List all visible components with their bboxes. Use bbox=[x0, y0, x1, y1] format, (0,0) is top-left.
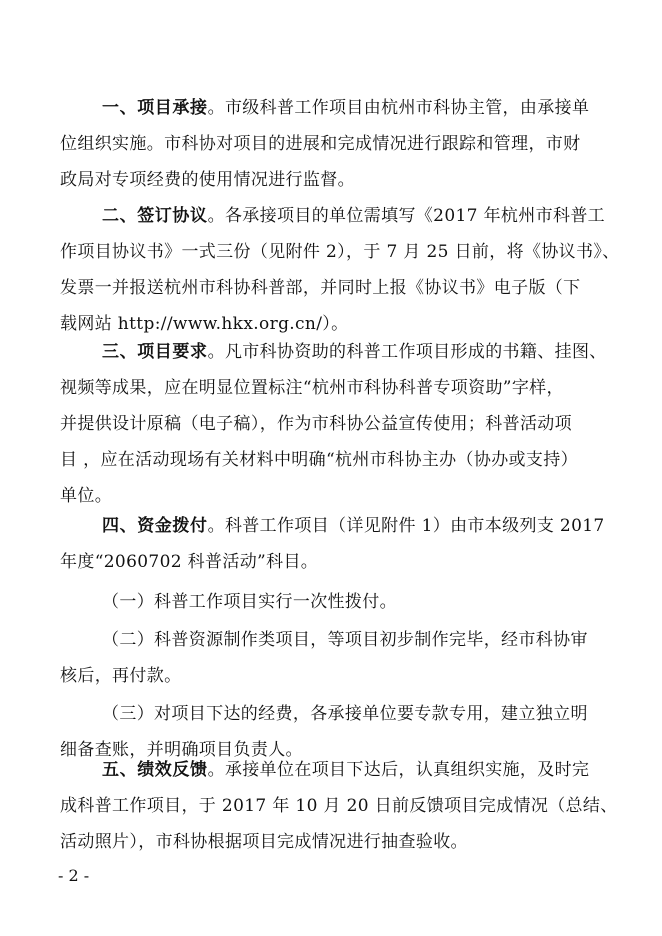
section-heading: 三、项目要求 bbox=[102, 342, 208, 362]
sub-item-line: 核后，再付款。 bbox=[60, 666, 182, 686]
paragraph-text: 。市级科普工作项目由杭州市科协主管，由承接单 bbox=[207, 98, 590, 118]
paragraph-line bbox=[60, 198, 620, 234]
sub-item-line: （一）科普工作项目实行一次性拨付。 bbox=[102, 592, 397, 612]
page-number: - 2 - bbox=[58, 866, 90, 885]
paragraph-line: 年度“2060702 科普活动”科目。 bbox=[60, 552, 319, 572]
paragraph-line: 载网站 http://www.hkx.org.cn/）。 bbox=[60, 314, 349, 334]
paragraph-text: 。科普工作项目（详见附件 1）由市本级列支 2017 bbox=[207, 516, 605, 536]
section-fund-allocation bbox=[60, 508, 620, 768]
paragraph-line: 位组织实施。市科协对项目的进展和完成情况进行跟踪和管理，市财 bbox=[60, 134, 581, 154]
paragraph-line: 政局对专项经费的使用情况进行监督。 bbox=[60, 170, 355, 190]
paragraph-line: 作项目协议书》一式三份（见附件 2），于 7 月 25 日前，将《协议书》、 bbox=[60, 242, 620, 262]
sub-item-line: （二）科普资源制作类项目，等项目初步制作完毕，经市科协审 bbox=[102, 630, 588, 650]
paragraph-line: 单位。 bbox=[60, 486, 113, 506]
paragraph-line: 成科普工作项目，于 2017 年 10 月 20 日前反馈项目完成情况（总结、 bbox=[60, 796, 618, 816]
section-heading: 五、绩效反馈 bbox=[102, 760, 208, 780]
paragraph-line: 活动照片），市科协根据项目完成情况进行抽查验收。 bbox=[60, 832, 468, 852]
section-project-undertaking bbox=[60, 90, 620, 198]
paragraph-line: 发票一并报送杭州市科协科普部，并同时上报《协议书》电子版（下 bbox=[60, 278, 581, 298]
paragraph-line bbox=[60, 334, 620, 370]
section-sign-agreement bbox=[60, 198, 620, 342]
sub-item-line: （三）对项目下达的经费，各承接单位要专款专用，建立独立明 bbox=[102, 704, 588, 724]
paragraph-line: 并提供设计原稿（电子稿），作为市科协公益宣传使用；科普活动项 bbox=[60, 414, 572, 434]
section-project-requirements bbox=[60, 334, 620, 514]
paragraph-line: 目 ，应在活动现场有关材料中明确“杭州市科协主办（协办或支持） bbox=[60, 450, 578, 470]
paragraph-line bbox=[60, 90, 620, 126]
paragraph-line: 视频等成果，应在明显位置标注“杭州市科协科普专项资助”字样， bbox=[60, 378, 564, 398]
paragraph-text: 。各承接项目的单位需填写《2017 年杭州市科普工 bbox=[207, 206, 606, 226]
sub-item-line: 细备查账，并明确项目负责人。 bbox=[60, 740, 303, 760]
section-heading: 二、签订协议 bbox=[102, 206, 208, 226]
paragraph-line bbox=[60, 508, 620, 544]
section-performance-feedback bbox=[60, 752, 620, 860]
section-heading: 一、项目承接 bbox=[102, 98, 208, 118]
section-heading: 四、资金拨付 bbox=[102, 516, 208, 536]
paragraph-text: 。凡市科协资助的科普工作项目形成的书籍、挂图、 bbox=[207, 342, 607, 362]
paragraph-line bbox=[60, 752, 620, 788]
paragraph-text: 。承接单位在项目下达后，认真组织实施，及时完 bbox=[207, 760, 590, 780]
